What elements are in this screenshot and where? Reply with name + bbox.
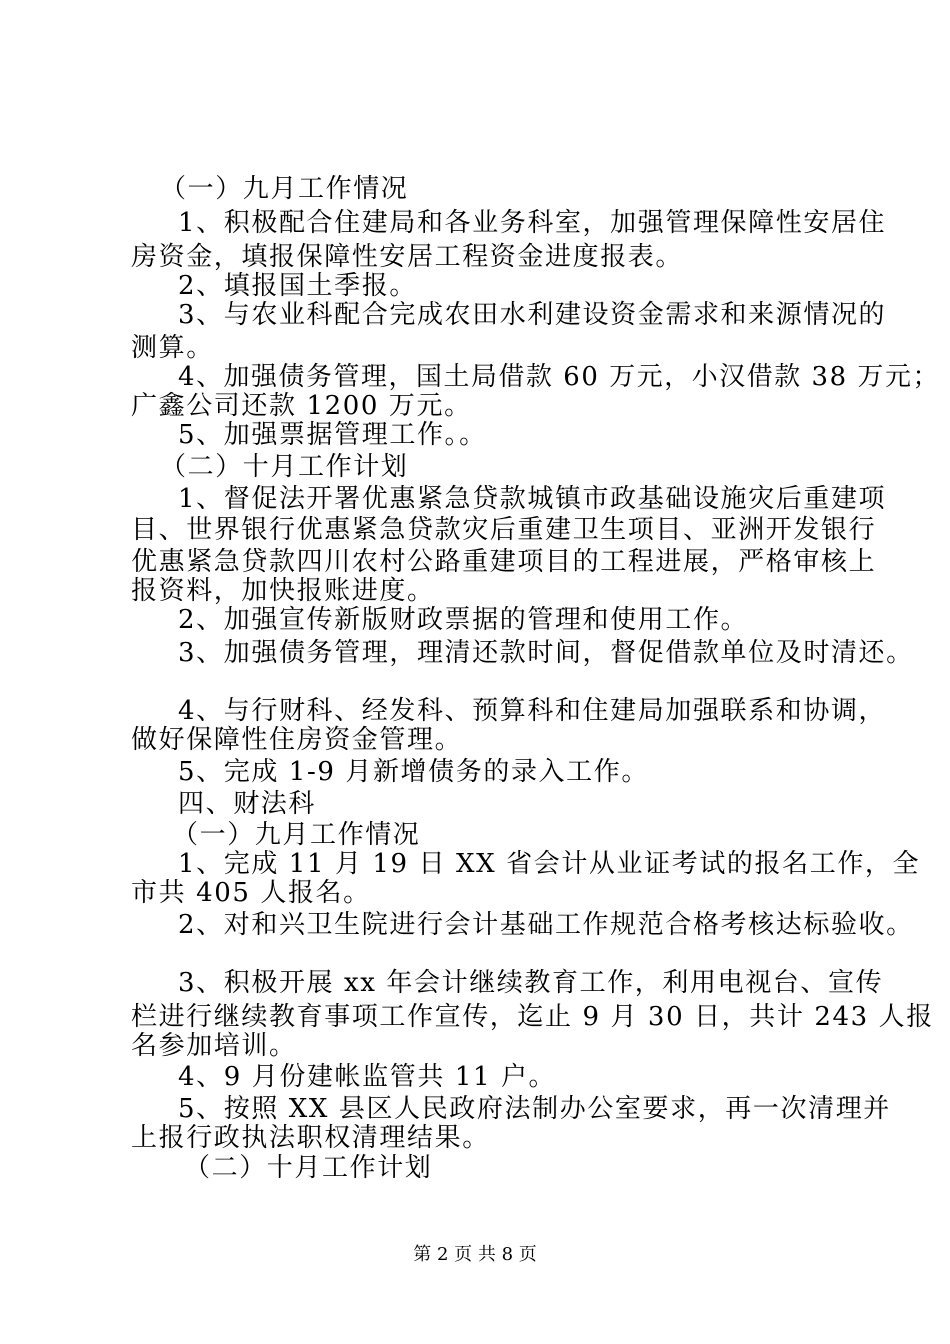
paragraph-line: 栏进行继续教育事项工作宣传，迄止 9 月 30 日，共计 243 人报	[131, 1002, 934, 1032]
section-heading: （二）十月工作计划	[160, 452, 409, 482]
paragraph-line: 名参加培训。	[131, 1031, 297, 1061]
paragraph-line: 3、加强债务管理，理清还款时间，督促借款单位及时清还。	[178, 638, 914, 668]
paragraph-line: 5、完成 1-9 月新增债务的录入工作。	[178, 757, 649, 787]
paragraph-line: 上报行政执法职权清理结果。	[131, 1123, 490, 1153]
paragraph-line: 广鑫公司还款 1200 万元。	[131, 391, 472, 421]
paragraph-line: 做好保障性住房资金管理。	[131, 725, 463, 755]
paragraph-line: 5、加强票据管理工作。。	[178, 420, 487, 450]
paragraph-line: 房资金，填报保障性安居工程资金进度报表。	[131, 242, 684, 272]
paragraph-line: 优惠紧急贷款四川农村公路重建项目的工程进展，严格审核上	[131, 547, 877, 577]
paragraph-line: 2、对和兴卫生院进行会计基础工作规范合格考核达标验收。	[178, 910, 914, 940]
paragraph-line: 3、与农业科配合完成农田水利建设资金需求和来源情况的	[178, 300, 887, 330]
paragraph-line: 5、按照 XX 县区人民政府法制办公室要求，再一次清理并	[178, 1094, 891, 1124]
paragraph-line: 市共 405 人报名。	[131, 878, 371, 908]
paragraph-line: 3、积极开展 xx 年会计继续教育工作，利用电视台、宣传	[178, 968, 884, 998]
paragraph-line: 测算。	[131, 333, 214, 363]
paragraph-line: 4、9 月份建帐监管共 11 户。	[178, 1062, 557, 1092]
paragraph-line: 1、督促法开署优惠紧急贷款城镇市政基础设施灾后重建项	[178, 484, 887, 514]
paragraph-line: 4、加强债务管理，国土局借款 60 万元，小汉借款 38 万元；	[178, 362, 941, 392]
paragraph-line: 2、加强宣传新版财政票据的管理和使用工作。	[178, 605, 749, 635]
section-heading: （二）十月工作计划	[184, 1153, 433, 1183]
paragraph-line: 目、世界银行优惠紧急贷款灾后重建卫生项目、亚洲开发银行	[131, 515, 877, 545]
paragraph-line: 2、填报国土季报。	[178, 271, 417, 301]
paragraph-line: 4、与行财科、经发科、预算科和住建局加强联系和协调，	[178, 696, 887, 726]
paragraph-line: 1、积极配合住建局和各业务科室，加强管理保障性安居住	[178, 208, 887, 238]
section-heading: （一）九月工作情况	[172, 820, 421, 850]
paragraph-line: 1、完成 11 月 19 日 XX 省会计从业证考试的报名工作，全	[178, 849, 921, 879]
section-heading: （一）九月工作情况	[160, 174, 409, 204]
section-heading: 四、财法科	[178, 789, 317, 819]
page-footer: 第 2 页 共 8 页	[413, 1244, 537, 1265]
paragraph-line: 报资料，加快报账进度。	[131, 576, 435, 606]
